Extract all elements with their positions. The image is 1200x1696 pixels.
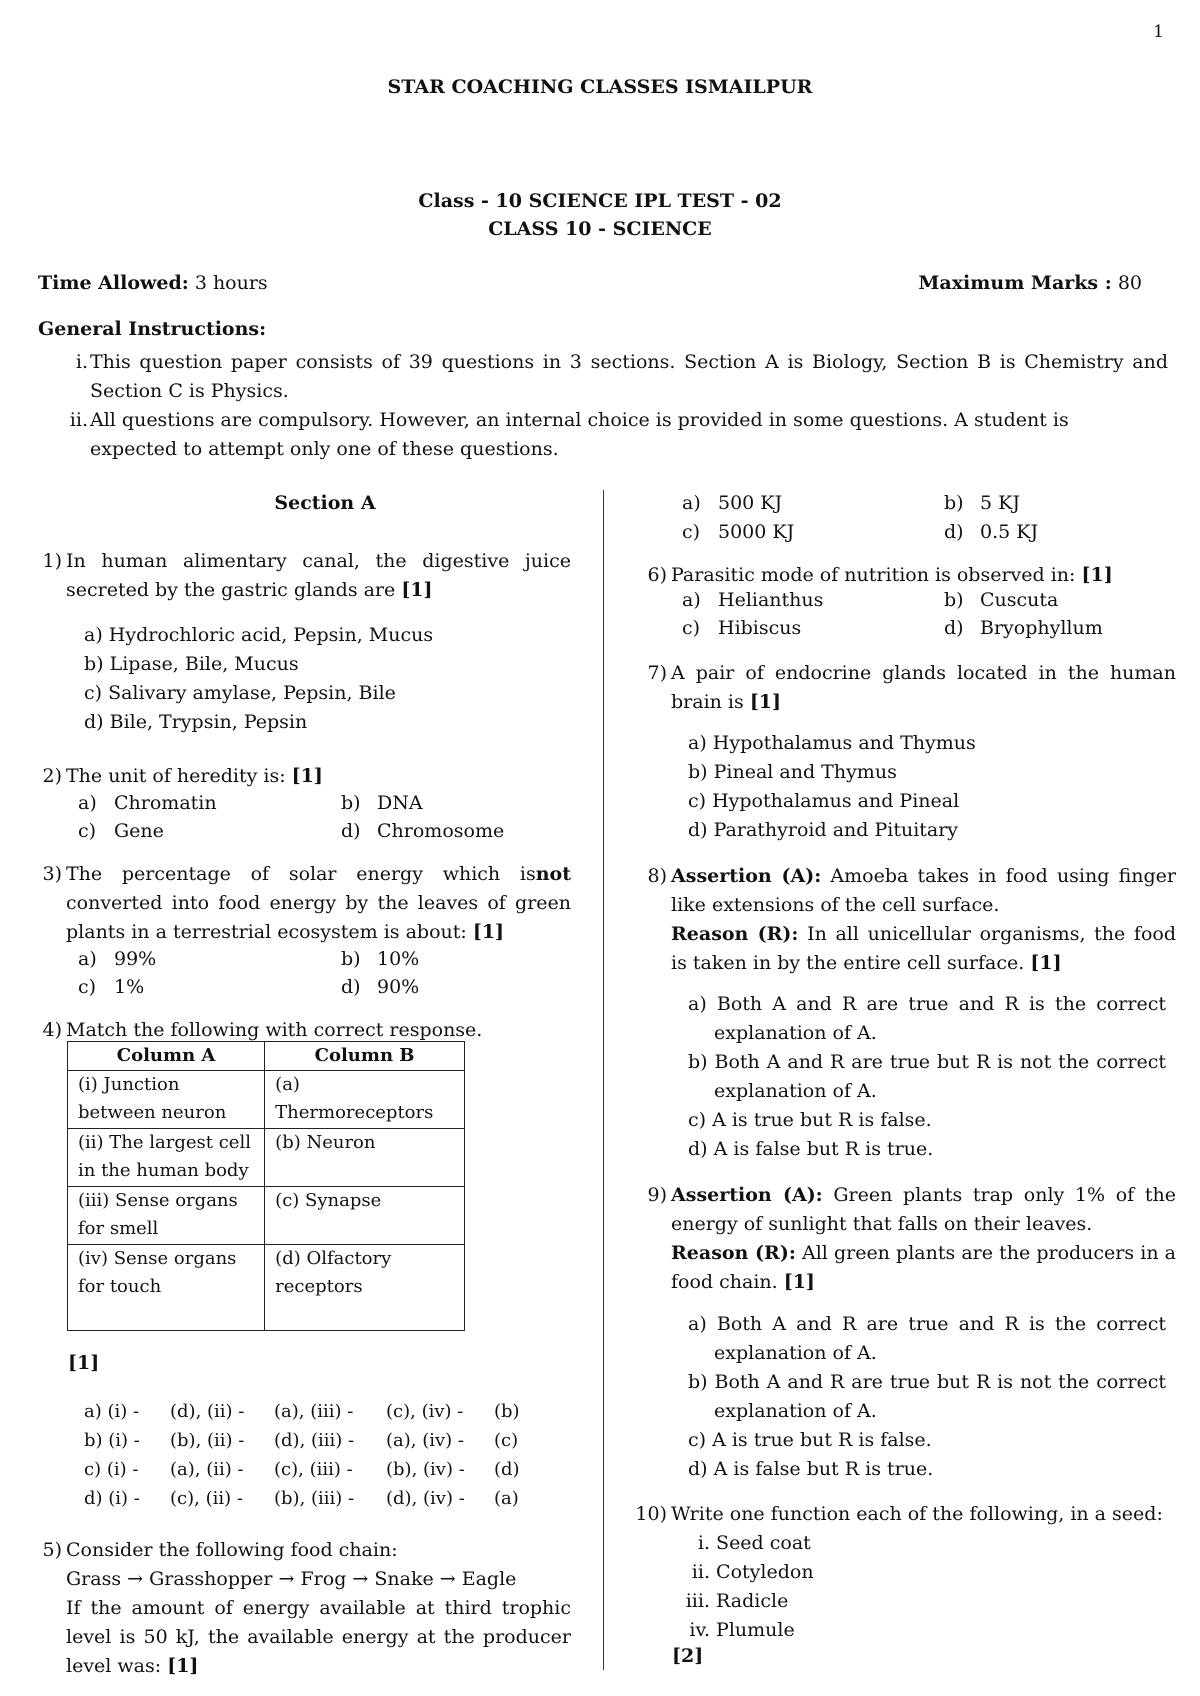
item-number: iii. bbox=[685, 1590, 710, 1612]
question-7 bbox=[647, 659, 1176, 717]
question-number: 10) bbox=[635, 1503, 667, 1525]
option-label: b) bbox=[341, 792, 361, 814]
question-text-emphasis: not bbox=[535, 863, 571, 885]
table-cell: (d) Olfactory receptors bbox=[265, 1245, 465, 1331]
option: Cuscuta bbox=[980, 589, 1059, 611]
marks-label: Maximum Marks : bbox=[918, 272, 1112, 294]
option: 500 KJ bbox=[718, 492, 783, 514]
option-label: c) bbox=[78, 820, 97, 842]
option-label: c) bbox=[682, 617, 701, 639]
question-3 bbox=[42, 860, 571, 947]
option-label: b) bbox=[341, 948, 361, 970]
reason-text: All green plants are the producers in a food chain. bbox=[671, 1242, 1176, 1293]
option: Chromatin bbox=[114, 792, 217, 814]
option: a) Both A and R are true and R is the correct explanation of A. bbox=[688, 1313, 1166, 1364]
option: d) Parathyroid and Pituitary bbox=[688, 819, 959, 841]
option: Helianthus bbox=[718, 589, 824, 611]
class-title: CLASS 10 - SCIENCE bbox=[488, 218, 712, 240]
table-cell: (iv) Sense organs for touch bbox=[68, 1245, 265, 1331]
maximum-marks bbox=[918, 272, 1142, 294]
food-chain: Grass → Grasshopper → Frog → Snake → Eagle bbox=[66, 1568, 517, 1590]
question-marks: [1] bbox=[1030, 952, 1062, 974]
school-name: STAR COACHING CLASSES ISMAILPUR bbox=[387, 76, 813, 98]
option-label: a) bbox=[78, 948, 97, 970]
assertion-label: Assertion (A): bbox=[671, 1184, 823, 1206]
question-text: Match the following with correct response. bbox=[66, 1019, 483, 1041]
option: a) (i) - (d), (ii) - (a), (iii) - (c), (iv) - (b) bbox=[84, 1401, 520, 1422]
question-number: 5) bbox=[42, 1539, 62, 1561]
question-marks: [1] bbox=[167, 1655, 199, 1677]
question-marks: [1] bbox=[291, 765, 323, 787]
question-7-options bbox=[688, 729, 976, 845]
option: d) A is false but R is true. bbox=[688, 1458, 934, 1480]
question-1-options bbox=[84, 621, 433, 737]
question-text: In human alimentary canal, the digestive juice secreted by the gastric glands are bbox=[66, 550, 571, 601]
table-cell: (ii) The largest cell in the human body bbox=[68, 1129, 265, 1187]
instruction-number: i. bbox=[75, 351, 88, 373]
column-a-header: Column A bbox=[68, 1042, 265, 1071]
option: Bryophyllum bbox=[980, 617, 1103, 639]
instruction-item bbox=[60, 348, 1168, 406]
question-number: 7) bbox=[647, 662, 667, 684]
question-text: A pair of endocrine glands located in the human brain is bbox=[671, 662, 1176, 713]
question-marks: [1] bbox=[783, 1271, 815, 1293]
question-1 bbox=[42, 547, 571, 605]
option-label: b) bbox=[944, 492, 964, 514]
item-number: iv. bbox=[689, 1619, 710, 1641]
question-number: 6) bbox=[647, 564, 667, 586]
option: Hibiscus bbox=[718, 617, 802, 639]
question-number: 3) bbox=[42, 863, 62, 885]
option: 5 KJ bbox=[980, 492, 1020, 514]
reason-text: In all unicellular organisms, the food is taken in by the entire cell surface. bbox=[671, 923, 1176, 974]
option-label: a) bbox=[78, 792, 97, 814]
time-label: Time Allowed: bbox=[38, 272, 189, 294]
question-marks: [1] bbox=[1081, 564, 1113, 586]
reason-label: Reason (R): bbox=[671, 1242, 796, 1264]
list-item: Seed coat bbox=[716, 1532, 811, 1554]
question-number: 9) bbox=[647, 1184, 667, 1206]
question-9 bbox=[647, 1181, 1176, 1297]
option: d) A is false but R is true. bbox=[688, 1138, 934, 1160]
time-value: 3 hours bbox=[194, 272, 268, 294]
column-b-header: Column B bbox=[265, 1042, 465, 1071]
table-cell: (c) Synapse bbox=[265, 1187, 465, 1245]
question-10-items bbox=[676, 1529, 814, 1645]
list-item: Plumule bbox=[716, 1619, 795, 1641]
question-number: 1) bbox=[42, 550, 62, 572]
question-text: Parasitic mode of nutrition is observed in: bbox=[671, 564, 1076, 586]
option: b) Lipase, Bile, Mucus bbox=[84, 653, 299, 675]
option: a) Hypothalamus and Thymus bbox=[688, 732, 976, 754]
option: c) Hypothalamus and Pineal bbox=[688, 790, 960, 812]
option-label: d) bbox=[944, 521, 964, 543]
time-allowed bbox=[38, 272, 268, 294]
option: Chromosome bbox=[377, 820, 505, 842]
instruction-text: This question paper consists of 39 questions in 3 sections. Section A is Biology, Section B is Chemistry and Section C is Physics. bbox=[90, 351, 1168, 402]
option: b) Both A and R are true but R is not the correct explanation of A. bbox=[688, 1051, 1166, 1102]
question-text: converted into food energy by the leaves of green plants in a terrestrial ecosystem is about: bbox=[66, 892, 571, 943]
option-label: c) bbox=[78, 976, 97, 998]
section-title: Section A bbox=[274, 492, 376, 514]
option: b) Pineal and Thymus bbox=[688, 761, 897, 783]
question-text: The unit of heredity is: bbox=[66, 765, 286, 787]
question-marks: [2] bbox=[672, 1645, 704, 1667]
page-number: 1 bbox=[1153, 22, 1164, 42]
question-9-options bbox=[688, 1310, 1166, 1484]
option: a) Both A and R are true and R is the correct explanation of A. bbox=[688, 993, 1166, 1044]
option: a) Hydrochloric acid, Pepsin, Mucus bbox=[84, 624, 434, 646]
option-label: a) bbox=[682, 492, 701, 514]
option: d) Bile, Trypsin, Pepsin bbox=[84, 711, 308, 733]
table-cell: (b) Neuron bbox=[265, 1129, 465, 1187]
question-2 bbox=[42, 762, 571, 791]
option-label: b) bbox=[944, 589, 964, 611]
option: 0.5 KJ bbox=[980, 521, 1039, 543]
instruction-number: ii. bbox=[69, 409, 88, 431]
question-marks: [1] bbox=[68, 1352, 100, 1374]
question-text: If the amount of energy available at third trophic level is 50 kJ, the available energy at the producer level was: bbox=[66, 1597, 571, 1677]
assertion-text: Amoeba takes in food using finger like extensions of the cell surface. bbox=[671, 865, 1176, 916]
option: c) Salivary amylase, Pepsin, Bile bbox=[84, 682, 396, 704]
option: b) (i) - (b), (ii) - (d), (iii) - (a), (iv) - (c) bbox=[84, 1430, 519, 1451]
question-number: 8) bbox=[647, 865, 667, 887]
question-text: Write one function each of the following, in a seed: bbox=[671, 1503, 1163, 1525]
option-label: d) bbox=[341, 976, 361, 998]
question-marks: [1] bbox=[749, 691, 782, 713]
question-4-options bbox=[84, 1397, 520, 1513]
question-number: 2) bbox=[42, 765, 62, 787]
option-label: d) bbox=[944, 617, 964, 639]
question-5 bbox=[42, 1536, 571, 1681]
match-table bbox=[67, 1041, 465, 1331]
list-item: Cotyledon bbox=[716, 1561, 814, 1583]
option: 5000 KJ bbox=[718, 521, 795, 543]
table-cell: (i) Junction between neuron bbox=[68, 1071, 265, 1129]
question-8 bbox=[647, 862, 1176, 978]
reason-label: Reason (R): bbox=[671, 923, 799, 945]
table-cell: (a) Thermoreceptors bbox=[265, 1071, 465, 1129]
test-title: Class - 10 SCIENCE IPL TEST - 02 bbox=[418, 190, 782, 212]
option: 99% bbox=[114, 948, 157, 970]
assertion-text: Green plants trap only 1% of the energy of sunlight that falls on their leaves. bbox=[671, 1184, 1176, 1235]
option: d) (i) - (c), (ii) - (b), (iii) - (d), (iv) - (a) bbox=[84, 1488, 519, 1509]
item-number: ii. bbox=[691, 1561, 710, 1583]
option: DNA bbox=[377, 792, 423, 814]
instructions-heading: General Instructions: bbox=[38, 318, 267, 340]
instruction-item bbox=[60, 406, 1120, 464]
table-cell: (iii) Sense organs for smell bbox=[68, 1187, 265, 1245]
instruction-text: All questions are compulsory. However, an internal choice is provided in some questions. A student is expected to attempt only one of these questions. bbox=[90, 409, 1069, 460]
option: 90% bbox=[377, 976, 420, 998]
item-number: i. bbox=[697, 1532, 710, 1554]
option-label: a) bbox=[682, 589, 701, 611]
option: c) (i) - (a), (ii) - (c), (iii) - (b), (iv) - (d) bbox=[84, 1459, 520, 1480]
column-divider bbox=[603, 490, 604, 1670]
option-label: c) bbox=[682, 521, 701, 543]
option: Gene bbox=[114, 820, 164, 842]
question-marks: [1] bbox=[472, 921, 505, 943]
option-label: d) bbox=[341, 820, 361, 842]
question-text: Consider the following food chain: bbox=[66, 1539, 398, 1561]
option: b) Both A and R are true but R is not the correct explanation of A. bbox=[688, 1371, 1166, 1422]
list-item: Radicle bbox=[716, 1590, 789, 1612]
question-marks: [1] bbox=[401, 579, 433, 601]
question-number: 4) bbox=[42, 1019, 62, 1041]
option: c) A is true but R is false. bbox=[688, 1109, 932, 1131]
question-text: The percentage of solar energy which is bbox=[66, 863, 536, 885]
question-8-options bbox=[688, 990, 1166, 1164]
option: 10% bbox=[377, 948, 420, 970]
option: 1% bbox=[114, 976, 145, 998]
option: c) A is true but R is false. bbox=[688, 1429, 932, 1451]
question-10 bbox=[635, 1500, 1176, 1529]
marks-value: 80 bbox=[1117, 272, 1142, 294]
assertion-label: Assertion (A): bbox=[671, 865, 822, 887]
